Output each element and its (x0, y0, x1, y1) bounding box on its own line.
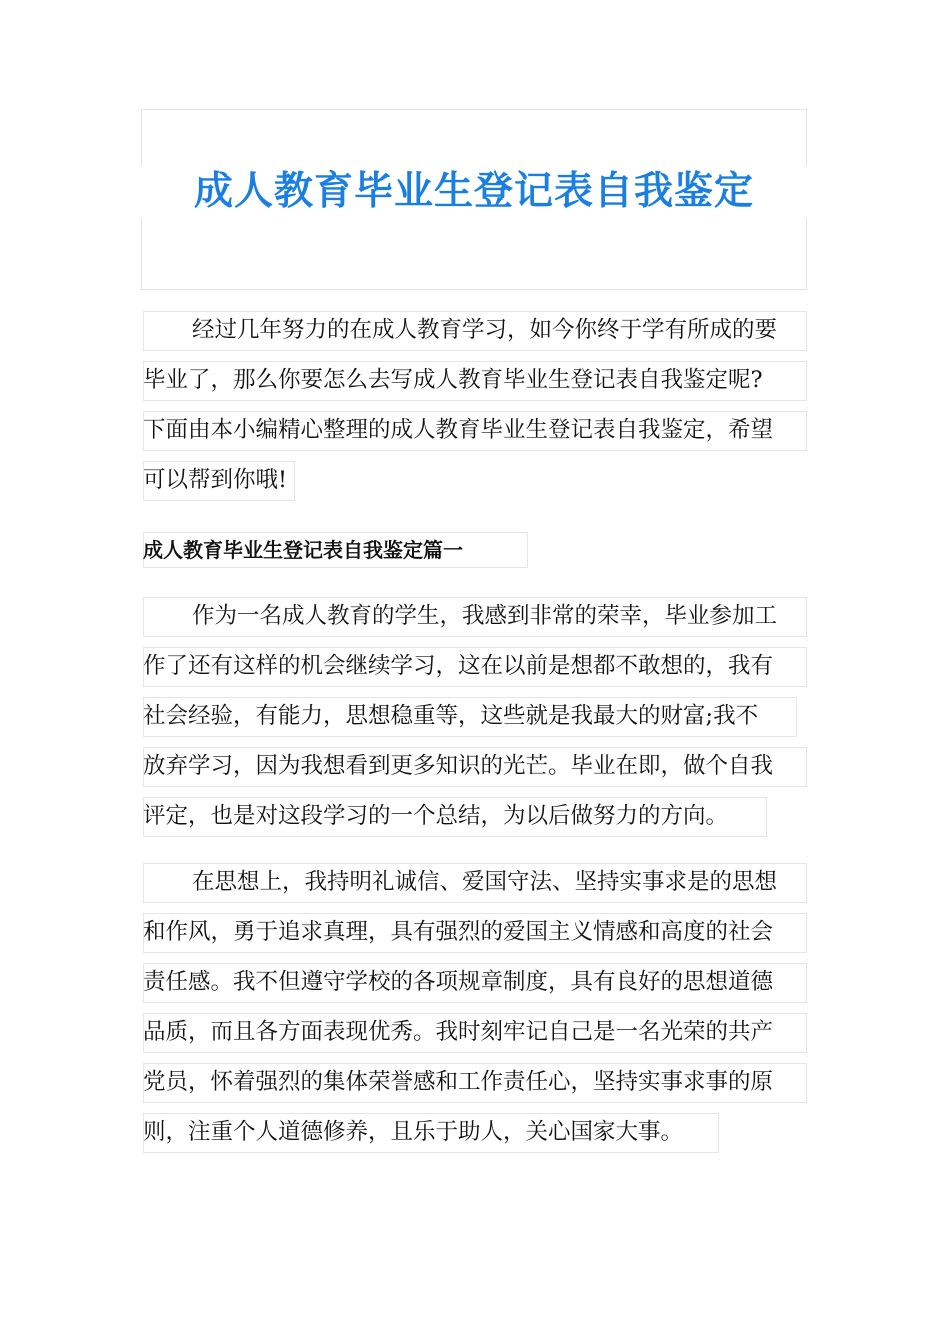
paragraph-line: 则，注重个人道德修养，且乐于助人，关心国家大事。 (143, 1107, 813, 1157)
section-heading: 成人教育毕业生登记表自我鉴定篇一 (143, 530, 463, 570)
paragraph-line: 党员，怀着强烈的集体荣誉感和工作责任心，坚持实事求事的原 (143, 1057, 813, 1107)
paragraph-line: 经过几年努力的在成人教育学习，如今你终于学有所成的要 (143, 305, 813, 355)
paragraph-line: 毕业了，那么你要怎么去写成人教育毕业生登记表自我鉴定呢? (143, 355, 813, 405)
paragraph-line: 和作风，勇于追求真理，具有强烈的爱国主义情感和高度的社会 (143, 907, 813, 957)
paragraph-line: 下面由本小编精心整理的成人教育毕业生登记表自我鉴定，希望 (143, 405, 813, 455)
paragraph-2 (143, 857, 813, 1157)
paragraph-1 (143, 591, 813, 841)
paragraph-line: 责任感。我不但遵守学校的各项规章制度，具有良好的思想道德 (143, 957, 813, 1007)
paragraph-line: 作了还有这样的机会继续学习，这在以前是想都不敢想的，我有 (143, 641, 813, 691)
document-title: 成人教育毕业生登记表自我鉴定 (141, 166, 807, 218)
paragraph-line: 品质，而且各方面表现优秀。我时刻牢记自己是一名光荣的共产 (143, 1007, 813, 1057)
paragraph-line: 放弃学习，因为我想看到更多知识的光芒。毕业在即，做个自我 (143, 741, 813, 791)
paragraph-line: 可以帮到你哦! (143, 455, 813, 505)
paragraph-line: 社会经验，有能力，思想稳重等，这些就是我最大的财富;我不 (143, 691, 813, 741)
paragraph-line: 评定，也是对这段学习的一个总结，为以后做努力的方向。 (143, 791, 813, 841)
intro-paragraph (143, 305, 813, 505)
paragraph-line: 作为一名成人教育的学生，我感到非常的荣幸，毕业参加工 (143, 591, 813, 641)
paragraph-line: 在思想上，我持明礼诚信、爱国守法、坚持实事求是的思想 (143, 857, 813, 907)
